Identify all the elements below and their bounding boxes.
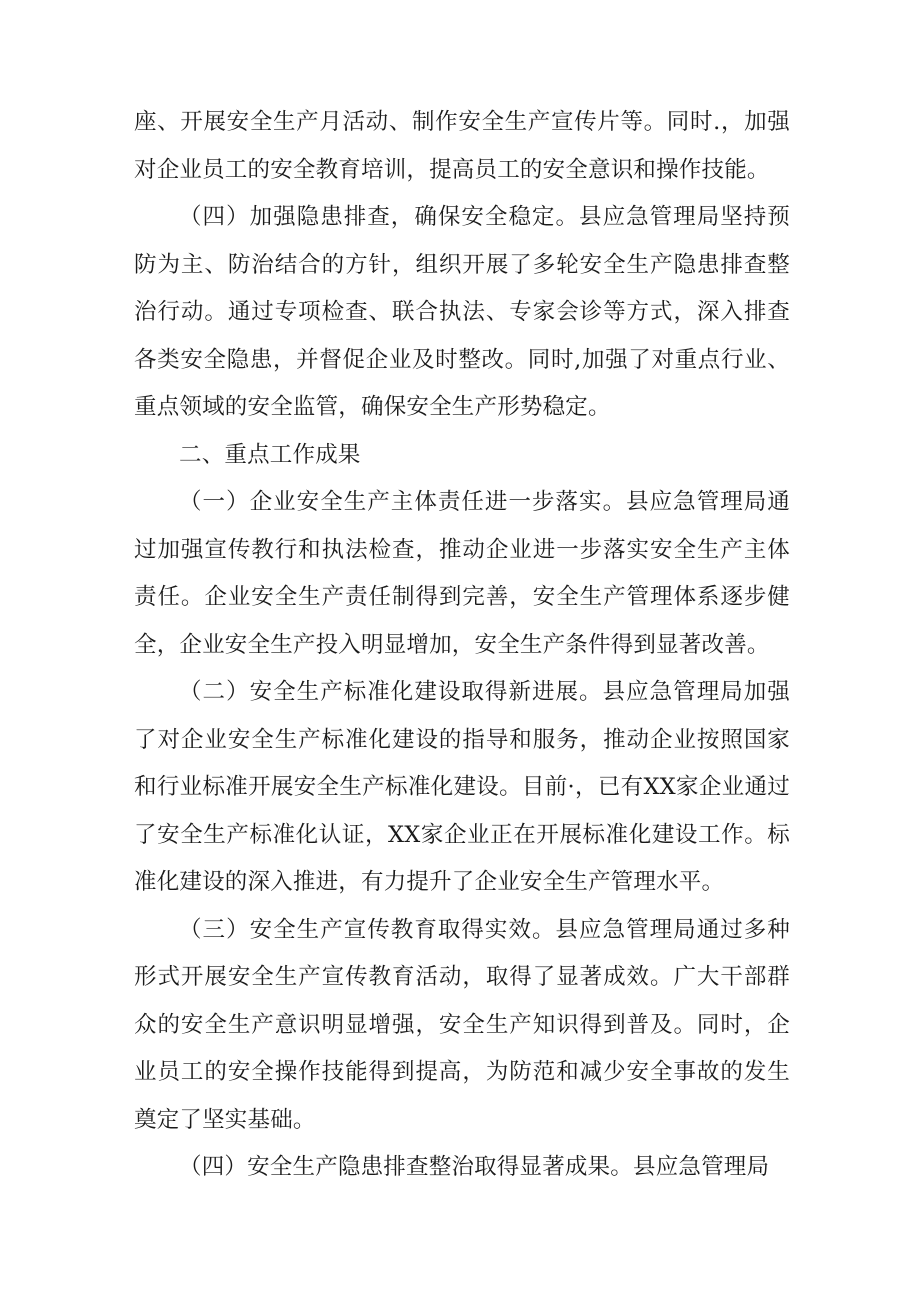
document-body [134,99,790,1192]
result-paragraph-4: （四）安全生产隐患排查整治取得显著成果。县应急管理局 [179,1154,770,1180]
result-paragraph-1: （一）企业安全生产主体责任进一步落实。县应急管理局通过加强宣传教行和执法检查，推动企业进一步落实安全生产主体责任。企业安全生产责任制得到完善，安全生产管理体系逐步健全，企业安全生产投入明显增加，安全生产条件得到显著改善。 [134,489,790,658]
paragraph-continued: 座、开展安全生产月活动、制作安全生产宣传片等。同时.，加强对企业员工的安全教育培训，提高员工的安全意识和操作技能。 [134,109,790,183]
result-paragraph-2: （二）安全生产标准化建设取得新进展。县应急管理局加强了对企业安全生产标准化建设的指导和服务，推动企业按照国家和行业标准开展安全生产标准化建设。目前·，已有XX家企业通过了安全生产标准化认证，XX家企业正在开展标准化建设工作。标准化建设的深入推进，有力提升了企业安全生产管理水平。 [134,679,790,895]
result-paragraph-3: （三）安全生产宣传教育取得实效。县应急管理局通过多种形式开展安全生产宣传教育活动，取得了显著成效。广大干部群众的安全生产意识明显增强，安全生产知识得到普及。同时，企业员工的安全操作技能得到提高，为防范和减少安全事故的发生奠定了坚实基础。 [134,916,790,1133]
paragraph-hazard-inspection: （四）加强隐患排查，确保安全稳定。县应急管理局坚持预防为主、防治结合的方针，组织开展了多轮安全生产隐患排查整治行动。通过专项检查、联合执法、专家会诊等方式，深入排查各类安全隐患，并督促企业及时整改。同时,加强了对重点行业、重点领域的安全监管，确保安全生产形势稳定。 [134,204,790,420]
section-heading-key-results: 二、重点工作成果 [179,441,361,468]
